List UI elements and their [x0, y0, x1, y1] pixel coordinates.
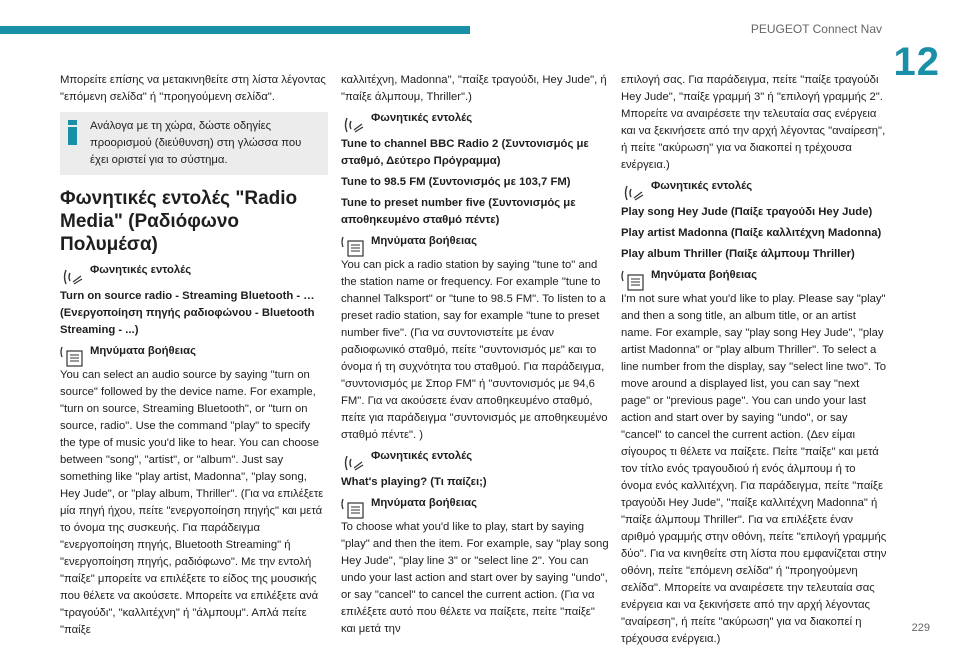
help-messages-label-row: [60, 343, 328, 365]
header-accent-bar: [0, 26, 470, 34]
voice-commands-label: Φωνητικές εντολές: [90, 264, 192, 276]
help-messages-label-row: [341, 495, 609, 517]
help-message-icon: [621, 269, 645, 293]
voice-commands-label: Φωνητικές εντολές: [371, 112, 473, 124]
voice-commands-label: Φωνητικές εντολές: [371, 450, 473, 462]
voice-command: Tune to channel BBC Radio 2 (Συντονισμός με σταθμό, Δεύτερο Πρόγραμμα): [341, 138, 589, 167]
voice-commands-label-row: [621, 178, 889, 200]
help-message-icon: [341, 497, 365, 521]
voice-command: Play song Hey Jude (Παίξε τραγούδι Hey Jude): [621, 206, 873, 218]
intro-paragraph: Μπορείτε επίσης να μετακινηθείτε στη λίστα λέγοντας "επόμενη σελίδα" ή "προηγούμενη σελίδα".: [60, 74, 326, 103]
help-text: You can pick a radio station by saying "tune to" and the station name or frequency. For example "tune to channel Talksport" or "tune to 98.5 FM". To listen to a preset radio station, say for example "tune to preset number five". (Για να συντονιστείτε με έναν ραδιοφωνικό σταθμό, πείτε "συντονισμός με" και το όνομα ή τη συχνότητα του σταθμού. Για παράδειγμα, "συντονισμός με Σπορ FM" ή "συντονισμός με 94,6 FM". Για να ακούσετε έναν αποθηκευμένο σταθμό, πείτε για παράδειγμα "συντονισμός με αποθηκευμένο σταθμό πέντε". ): [341, 259, 608, 441]
help-messages-label: Μηνύματα βοήθειας: [371, 497, 477, 509]
continued-text: καλλιτέχνη, Madonna", "παίξε τραγούδι, Hey Jude", ή "παίξε άλμπουμ, Thriller".): [341, 74, 607, 103]
column-3: [621, 72, 889, 648]
voice-command-icon: [62, 268, 84, 286]
help-messages-label: Μηνύματα βοήθειας: [651, 269, 757, 281]
voice-command: Turn on source radio - Streaming Bluetooth - … (Ενεργοποίηση πηγής ραδιοφώνου - Bluetooth Streaming - ...): [60, 290, 315, 336]
voice-command-icon: [343, 116, 365, 134]
help-text: You can select an audio source by saying "turn on source" followed by the device name. For example, "turn on source, Streaming Bluetooth", or "turn on source, radio". Use the command "play" to specify the type of music you'd like to hear. You can choose between "song", "artist", or "album". Just say something like "play artist, Madonna", "play song, Hey Jude", or "play album, Thriller". (Για να επιλέξετε μία πηγή ήχου, πείτε "ενεργοποίηση πηγής" και μετά το όνομα της συσκευής. Για παράδειγμα "ενεργοποίηση πηγής, Bluetooth Streaming" ή "ενεργοποίηση πηγής, ραδιόφωνο". Με την εντολή "παίξε" μπορείτε να επιλέξετε το είδος της μουσικής που θέλετε να ακούσετε. Μπορείτε να επιλέξετε ανά "τραγούδι", "καλλιτέχνη" ή "άλμπουμ". Απλά πείτε "παίξε: [60, 369, 324, 636]
chapter-number: 12: [893, 40, 940, 84]
help-messages-label-row: [621, 267, 889, 289]
help-messages-label: Μηνύματα βοήθειας: [371, 235, 477, 247]
help-messages-label-row: [341, 233, 609, 255]
info-note: [60, 112, 328, 175]
voice-commands-label-row: [60, 262, 328, 284]
voice-command-icon: [623, 184, 645, 202]
voice-commands-label: Φωνητικές εντολές: [651, 180, 753, 192]
info-note-text: Ανάλογα με τη χώρα, δώστε οδηγίες προορισμού (διεύθυνση) στη γλώσσα που έχει οριστεί για το σύστημα.: [90, 120, 302, 166]
info-icon: [68, 120, 77, 145]
help-text: I'm not sure what you'd like to play. Please say "play" and then a song title, an album title, or an artist name. For example, say "play song Hey Jude", "play artist Madonna" or "play album Thriller". To select a line number from the display, say "select line two". To move around a displayed list, you can say "next page" or "previous page". You can undo your last action and start over by saying "undo", or say "cancel" to cancel the current action. (Δεν είμαι σίγουρος τι θέλετε να παίξετε. Πείτε "παίξε" και μετά τον τίτλο ενός τραγουδιού ή ενός άλμπουμ ή το όνομα ενός καλλιτέχνη. Για παράδειγμα, πείτε "παίξε τραγούδι Hey Jude", "παίξε καλλιτέχνη Madonna" ή "παίξε άλμπουμ Thriller". Για να επιλέξετε έναν αριθμό γραμμής στην οθόνη, πείτε "επιλογή γραμμής δύο". Για να κινηθείτε στη λίστα που εμφανίζεται στην οθόνη, πείτε "επόμενη σελίδα" ή "προηγούμενη σελίδα". Μπορείτε να αναιρέσετε την τελευταία σας ενέργεια και να ξεκινήσετε από την αρχή λέγοντας "αναίρεση", ή πείτε "ακύρωση" για να διακοπεί η τρέχουσα ενέργεια.): [621, 293, 887, 645]
voice-command: Tune to preset number five (Συντονισμός με αποθηκευμένο σταθμό πέντε): [341, 197, 576, 226]
voice-command: What's playing? (Τι παίζει;): [341, 476, 487, 488]
column-1: [60, 72, 328, 639]
section-heading: Φωνητικές εντολές "Radio Media" (Ραδιόφωνο Πολυμέσα): [60, 188, 298, 255]
voice-command: Tune to 98.5 FM (Συντονισμός με 103,7 FM): [341, 176, 571, 188]
header-title: PEUGEOT Connect Nav: [750, 22, 882, 36]
column-2: [341, 72, 609, 638]
voice-command: Play artist Madonna (Παίξε καλλιτέχνη Madonna): [621, 227, 882, 239]
voice-commands-label-row: [341, 448, 609, 470]
help-text: To choose what you'd like to play, start by saying "play" and then the item. For example, say "play song Hey Jude", "play line 3" or "select line 2". You can undo your last action and start over by saying "undo", or say "cancel" to cancel the current action. (Για να επιλέξετε αυτό που θέλετε να παίξετε, πείτε "παίξε" και μετά την: [341, 521, 609, 635]
help-message-icon: [60, 345, 84, 369]
help-message-icon: [341, 235, 365, 259]
voice-commands-label-row: [341, 110, 609, 132]
voice-command-icon: [343, 454, 365, 472]
continued-text: επιλογή σας. Για παράδειγμα, πείτε "παίξε τραγούδι Hey Jude", "παίξε γραμμή 3" ή "επιλογή γραμμής 2". Μπορείτε να αναιρέσετε την τελευταία σας ενέργεια και να ξεκινήσετε από την αρχή λέγοντας "αναίρεση", ή πείτε "ακύρωση" για να διακοπεί η τρέχουσα ενέργεια.): [621, 74, 886, 171]
page-number: 229: [911, 622, 930, 634]
voice-command: Play album Thriller (Παίξε άλμπουμ Thriller): [621, 248, 855, 260]
help-messages-label: Μηνύματα βοήθειας: [90, 345, 196, 357]
